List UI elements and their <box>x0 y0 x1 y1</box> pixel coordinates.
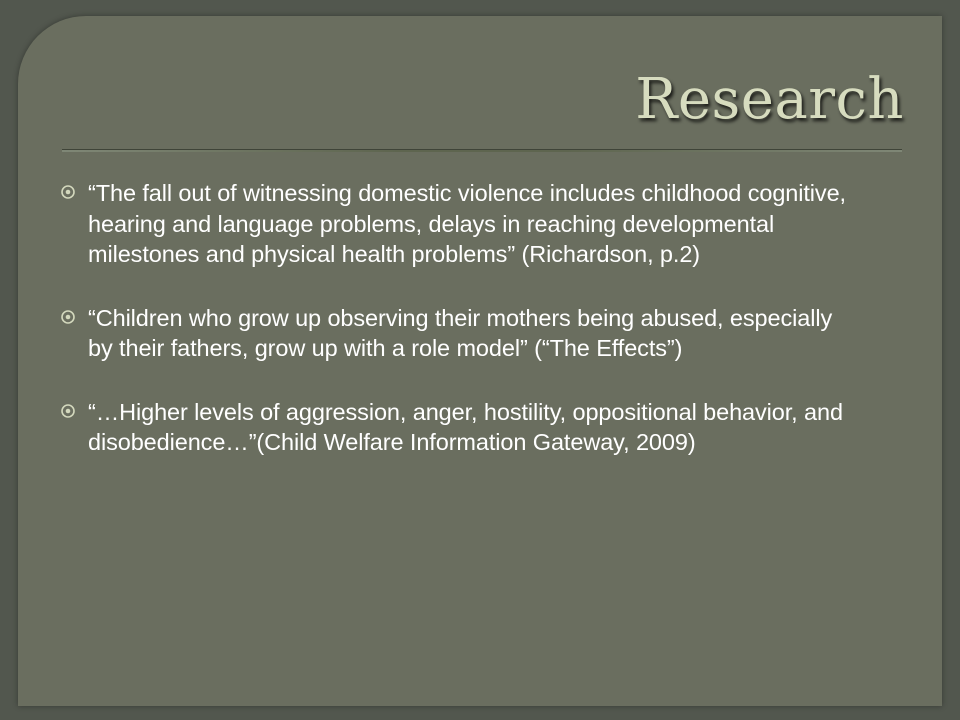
title-divider <box>62 149 902 152</box>
bullet-text: “The fall out of witnessing domestic violence includes childhood cognitive, hearing and language problems, delays in reaching developmental milestones and physical health problems” (Richardson, p.2) <box>88 180 846 267</box>
bullet-item <box>60 303 860 364</box>
bullet-text: “…Higher levels of aggression, anger, hostility, oppositional behavior, and disobedience…”(Child Welfare Information Gateway, 2009) <box>88 398 843 455</box>
circled-dot-bullet-icon <box>60 403 88 419</box>
bullet-text: “Children who grow up observing their mothers being abused, especially by their fathers, grow up with a role model” (“The Effects”) <box>88 304 833 361</box>
slide-title: Research <box>635 67 904 132</box>
bullet-list <box>60 178 860 491</box>
bullet-item <box>60 178 860 270</box>
bullet-item <box>60 397 860 458</box>
circled-dot-bullet-icon <box>60 309 88 325</box>
circled-dot-bullet-icon <box>60 184 88 200</box>
